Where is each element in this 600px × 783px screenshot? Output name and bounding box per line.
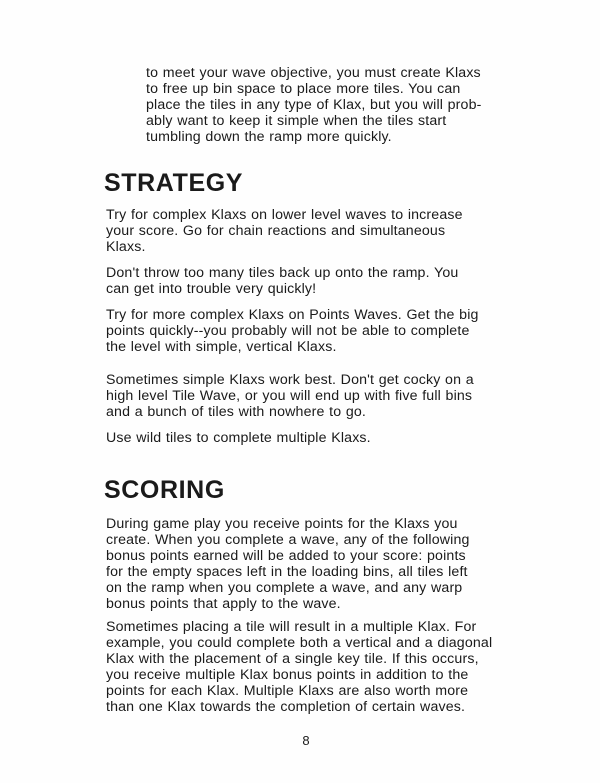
strategy-paragraph: Don't throw too many tiles back up onto the ramp. You can get into trouble very quickly! (106, 265, 459, 298)
page-number: 8 (302, 733, 310, 748)
scoring-paragraph: During game play you receive points for the Klaxs you create. When you complete a wave, any of the following bonus points earned will be added to your score: points for the empty spaces left in the loading bins, all tiles left on the ramp when you complete a wave, and any warp bonus points that apply to the wave. (106, 516, 470, 613)
strategy-paragraph: Use wild tiles to complete multiple Klaxs. (106, 430, 371, 446)
strategy-paragraph: Sometimes simple Klaxs work best. Don't get cocky on a high level Tile Wave, or you will end up with five full bins and a bunch of tiles with nowhere to go. (106, 372, 474, 421)
strategy-paragraph: Try for complex Klaxs on lower level waves to increase your score. Go for chain reactions and simultaneous Klaxs. (106, 207, 463, 256)
strategy-heading: STRATEGY (104, 169, 244, 197)
intro-paragraph: to meet your wave objective, you must create Klaxs to free up bin space to place more tiles. You can place the tiles in any type of Klax, but you will prob- ably want to keep it simple when the tiles start tumbling down the ramp more quickly. (146, 65, 482, 146)
scoring-heading: SCORING (104, 476, 225, 504)
strategy-paragraph: Try for more complex Klaxs on Points Waves. Get the big points quickly--you probably will not be able to complete the level with simple, vertical Klaxs. (106, 307, 479, 356)
scoring-paragraph: Sometimes placing a tile will result in a multiple Klax. For example, you could complete both a vertical and a diagonal Klax with the placement of a single key tile. If this occurs, you receive multiple Klax bonus points in addition to the points for each Klax. Multiple Klaxs are also worth more than one Klax towards the completion of certain waves. (106, 619, 493, 716)
